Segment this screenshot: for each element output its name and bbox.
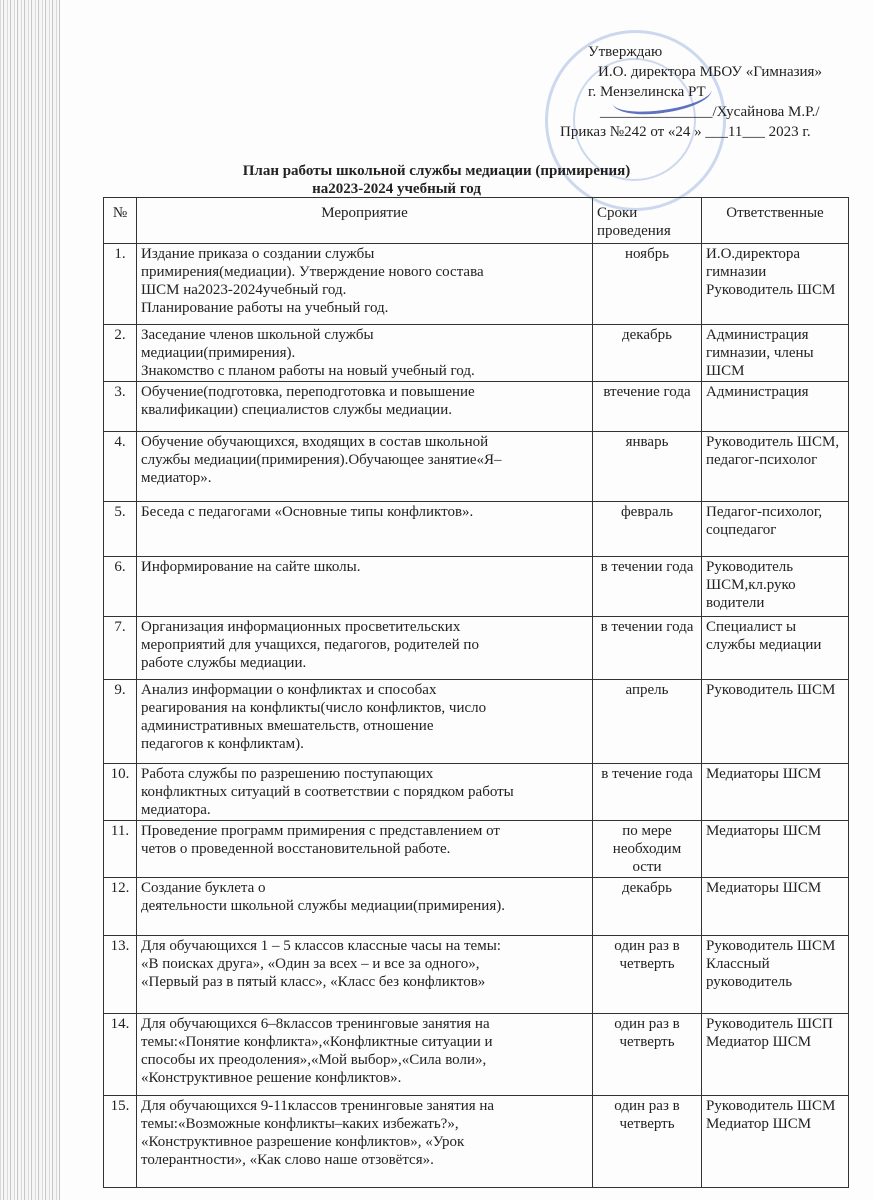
responsible-cell: И.О.директора гимназии Руководитель ШСМ	[702, 244, 849, 325]
table-row	[104, 764, 849, 821]
responsible-cell: Медиаторы ШСМ	[702, 821, 849, 878]
responsible-cell: Руководитель ШСП Медиатор ШСМ	[702, 1014, 849, 1096]
row-number: 6.	[104, 557, 137, 617]
table-row	[104, 557, 849, 617]
header-responsible: Ответственные	[702, 198, 849, 244]
table-row	[104, 432, 849, 502]
plan-table	[103, 197, 849, 1188]
row-number: 5.	[104, 502, 137, 557]
header-event: Мероприятие	[137, 198, 593, 244]
row-number: 1.	[104, 244, 137, 325]
time-cell: февраль	[593, 502, 702, 557]
responsible-cell: Медиаторы ШСМ	[702, 764, 849, 821]
row-number: 11.	[104, 821, 137, 878]
responsible-cell: Администрация	[702, 382, 849, 432]
event-cell: Издание приказа о создании службы примирения(медиации). Утверждение нового состава ШСМ на2023-2024учебный год. Планирование работы на учебный год.	[137, 244, 593, 325]
event-cell: Обучение(подготовка, переподготовка и повышение квалификации) специалистов службы медиации.	[137, 382, 593, 432]
event-cell: Обучение обучающихся, входящих в состав школьной службы медиации(примирения).Обучающее занятие«Я– медиатор».	[137, 432, 593, 502]
table-row	[104, 936, 849, 1014]
time-cell: январь	[593, 432, 702, 502]
approval-line: Утверждаю	[588, 44, 663, 60]
table-row	[104, 617, 849, 680]
approval-line: г. Мензелинска РТ	[588, 84, 706, 100]
responsible-cell: Руководитель ШСМ Классный руководитель	[702, 936, 849, 1014]
row-number: 10.	[104, 764, 137, 821]
time-cell: декабрь	[593, 878, 702, 936]
time-cell: декабрь	[593, 325, 702, 382]
time-cell: в течении года	[593, 617, 702, 680]
approval-line: _______________/Хусайнова М.Р./	[600, 104, 820, 120]
time-cell: по мере необходим ости	[593, 821, 702, 878]
responsible-cell: Руководитель ШСМ Медиатор ШСМ	[702, 1096, 849, 1188]
table-row	[104, 878, 849, 936]
approval-block	[560, 42, 822, 142]
scan-edge	[0, 0, 60, 1200]
time-cell: апрель	[593, 680, 702, 764]
header-time: Сроки проведения	[593, 198, 702, 244]
row-number: 4.	[104, 432, 137, 502]
event-cell: Для обучающихся 6–8классов тренинговые занятия на темы:«Понятие конфликта»,«Конфликтные ситуации и способы их преодоления»,«Мой выбор»,«Сила воли», «Конструктивное решение конфликтов».	[137, 1014, 593, 1096]
time-cell: ноябрь	[593, 244, 702, 325]
responsible-cell: Руководитель ШСМ, педагог-психолог	[702, 432, 849, 502]
event-cell: Проведение программ примирения с представлением от четов о проведенной восстановительной работе.	[137, 821, 593, 878]
time-cell: втечение года	[593, 382, 702, 432]
responsible-cell: Администрация гимназии, члены ШСМ	[702, 325, 849, 382]
table-row	[104, 821, 849, 878]
time-cell: один раз в четверть	[593, 936, 702, 1014]
row-number: 7.	[104, 617, 137, 680]
responsible-cell: Педагог-психолог, соцпедагог	[702, 502, 849, 557]
event-cell: Заседание членов школьной службы медиации(примирения). Знакомство с планом работы на новый учебный год.	[137, 325, 593, 382]
page-subtitle: на2023-2024 учебный год	[312, 181, 481, 197]
approval-line: И.О. директора МБОУ «Гимназия»	[598, 64, 822, 80]
event-cell: Создание буклета о деятельности школьной службы медиации(примирения).	[137, 878, 593, 936]
event-cell: Беседа с педагогами «Основные типы конфликтов».	[137, 502, 593, 557]
row-number: 12.	[104, 878, 137, 936]
table-row	[104, 1096, 849, 1188]
event-cell: Для обучающихся 1 – 5 классов классные часы на темы: «В поисках друга», «Один за всех – и все за одного», «Первый раз в пятый класс», «Класс без конфликтов»	[137, 936, 593, 1014]
table-row	[104, 325, 849, 382]
row-number: 2.	[104, 325, 137, 382]
table-row	[104, 680, 849, 764]
time-cell: один раз в четверть	[593, 1096, 702, 1188]
time-cell: в течение года	[593, 764, 702, 821]
event-cell: Работа службы по разрешению поступающих конфликтных ситуаций в соответствии с порядком работы медиатора.	[137, 764, 593, 821]
responsible-cell: Специалист ы службы медиации	[702, 617, 849, 680]
row-number: 9.	[104, 680, 137, 764]
event-cell: Организация информационных просветительских мероприятий для учащихся, педагогов, родителей по работе службы медиации.	[137, 617, 593, 680]
page-title: План работы школьной службы медиации (примирения)	[242, 163, 631, 179]
row-number: 3.	[104, 382, 137, 432]
header-number: №	[104, 198, 137, 244]
event-cell: Информирование на сайте школы.	[137, 557, 593, 617]
time-cell: один раз в четверть	[593, 1014, 702, 1096]
responsible-cell: Руководитель ШСМ	[702, 680, 849, 764]
table-row	[104, 1014, 849, 1096]
table-row	[104, 382, 849, 432]
table-row	[104, 244, 849, 325]
responsible-cell: Медиаторы ШСМ	[702, 878, 849, 936]
table-row	[104, 502, 849, 557]
responsible-cell: Руководитель ШСМ,кл.руко водители	[702, 557, 849, 617]
approval-line: Приказ №242 от «24 » ___11___ 2023 г.	[560, 124, 811, 140]
event-cell: Для обучающихся 9-11классов тренинговые занятия на темы:«Возможные конфликты–каких избежать?», «Конструктивное разрешение конфликтов», «Урок толерантности», «Как слово наше отзовётся».	[137, 1096, 593, 1188]
row-number: 13.	[104, 936, 137, 1014]
row-number: 14.	[104, 1014, 137, 1096]
row-number: 15.	[104, 1096, 137, 1188]
event-cell: Анализ информации о конфликтах и способах реагирования на конфликты(число конфликтов, число административных вмешательств, отношение педагогов к конфликтам).	[137, 680, 593, 764]
time-cell: в течении года	[593, 557, 702, 617]
